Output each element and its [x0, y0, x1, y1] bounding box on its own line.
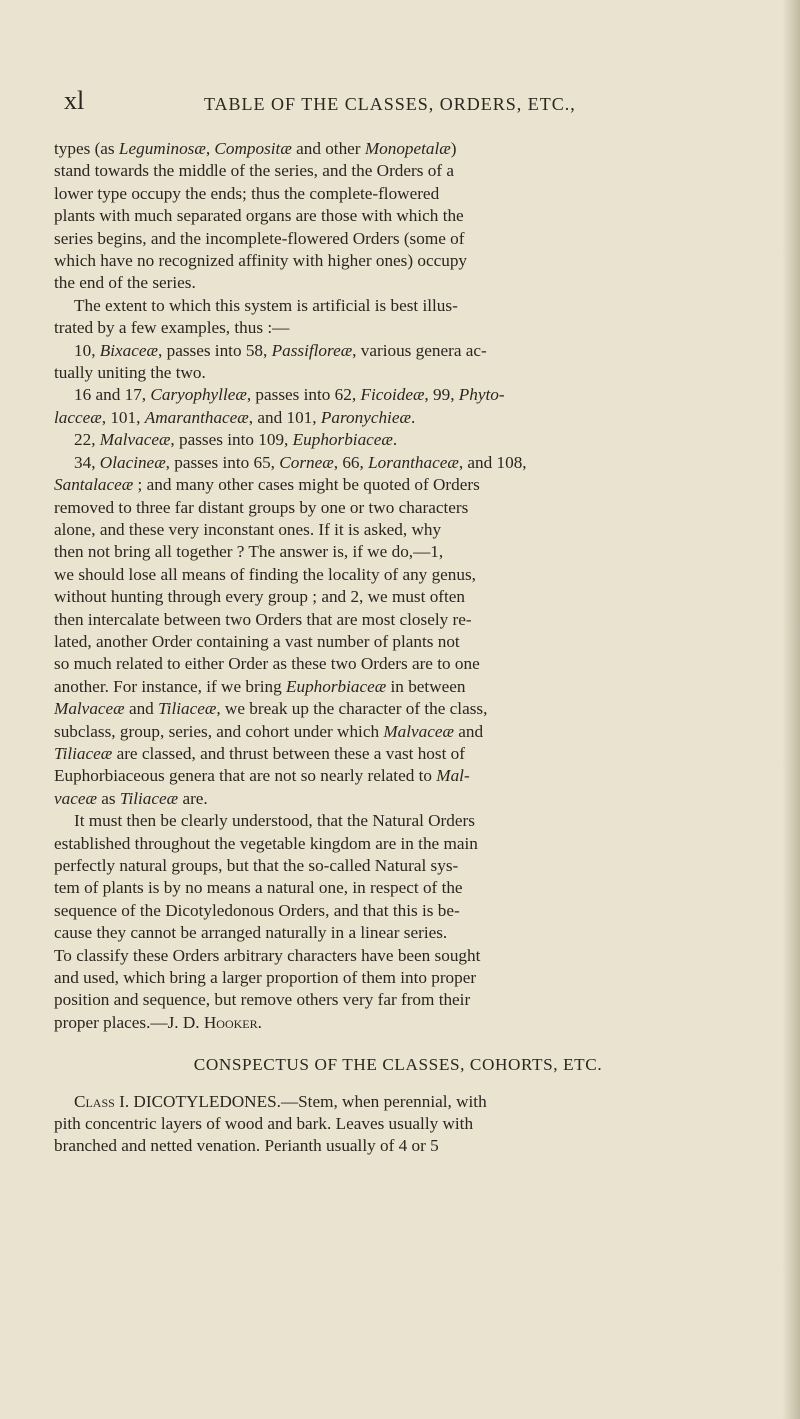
- text-run: , various genera ac-: [352, 340, 487, 360]
- text-run: sequence of the Dicotyledonous Orders, and that this is be-: [54, 900, 460, 920]
- text-run: perfectly natural groups, but that the so-called Natural sys-: [54, 856, 459, 875]
- text-run: , and 108,: [458, 452, 527, 472]
- text-run: position and sequence, but remove others very far from their: [54, 990, 471, 1010]
- text-line: [54, 945, 766, 967]
- text-run: The extent to which this system is artificial is best illus-: [74, 295, 458, 315]
- text-line: [54, 474, 766, 496]
- page-number: xl: [64, 86, 85, 115]
- text-run: without hunting through every group ; and 2, we must often: [54, 587, 466, 607]
- text-run: lated, another Order containing a vast number of plants not: [54, 631, 460, 651]
- text-run: .: [257, 1012, 262, 1032]
- text-line: [54, 631, 766, 653]
- italic-term: Malvaceæ: [54, 699, 125, 719]
- italic-term: Euphorbiaceæ: [292, 430, 393, 450]
- italic-term: Amaranthaceæ: [144, 407, 249, 427]
- text-line: [54, 1012, 766, 1034]
- text-line: [54, 721, 766, 743]
- text-run: ; and many other cases might be quoted of Orders: [133, 475, 480, 495]
- text-line: [54, 833, 766, 855]
- text-line: [54, 250, 766, 272]
- text-run: then intercalate between two Orders that are most closely re-: [54, 609, 472, 629]
- italic-term: Mal-: [436, 766, 470, 786]
- text-line: [54, 765, 766, 787]
- text-run: series begins, and the incomplete-flowered Orders (some of: [54, 228, 465, 248]
- text-line: [54, 272, 766, 294]
- paragraph: [54, 340, 766, 385]
- text-run: ,: [205, 139, 215, 158]
- italic-term: Corneæ: [279, 452, 334, 472]
- text-line: [54, 922, 766, 944]
- text-line: [54, 497, 766, 519]
- text-run: and other: [291, 139, 365, 158]
- page-edge-shadow: [782, 0, 800, 1419]
- body-text: [54, 138, 766, 1158]
- small-caps-text: Class: [74, 1091, 115, 1111]
- italic-term: Tiliaceæ: [54, 743, 113, 763]
- paragraph: [54, 138, 766, 295]
- italic-term: Leguminosæ: [118, 139, 206, 158]
- text-run: , passes into 109,: [170, 430, 293, 450]
- text-run: so much related to either Order as these two Orders are to one: [54, 654, 480, 674]
- italic-term: Tiliaceæ: [119, 788, 179, 808]
- text-run: as: [96, 788, 120, 808]
- text-line: [54, 1113, 766, 1135]
- text-run: the end of the series.: [54, 273, 196, 293]
- text-line: [54, 743, 766, 765]
- text-line: [54, 877, 766, 899]
- text-run: cause they cannot be arranged naturally in a linear series.: [54, 923, 448, 943]
- italic-term: lacceæ: [54, 407, 102, 427]
- section-heading: CONSPECTUS OF THE CLASSES, COHORTS, ETC.: [193, 1055, 603, 1075]
- paragraph: [54, 429, 766, 451]
- italic-term: Olacineæ: [99, 452, 166, 472]
- italic-term: Caryophylleæ: [150, 385, 247, 405]
- text-line: [54, 340, 766, 362]
- text-line: [54, 362, 766, 384]
- text-line: [54, 855, 766, 877]
- text-run: , and 101,: [248, 407, 321, 427]
- text-line: [54, 160, 766, 182]
- text-line: [54, 452, 766, 474]
- text-run: are classed, and thrust between these a vast host of: [112, 743, 465, 763]
- text-run: subclass, group, series, and cohort under which: [54, 721, 384, 741]
- text-line: [54, 653, 766, 675]
- text-run: established throughout the vegetable kingdom are in the main: [54, 833, 478, 853]
- italic-term: Passifloreæ: [271, 340, 353, 360]
- text-run: removed to three far distant groups by one or two characters: [54, 497, 469, 517]
- text-run: pith concentric layers of wood and bark. Leaves usually with: [54, 1114, 474, 1134]
- text-run: and used, which bring a larger proportion of them into proper: [54, 968, 477, 988]
- text-run: we should lose all means of finding the locality of any genus,: [54, 564, 476, 584]
- text-run: which have no recognized affinity with higher ones) occupy: [54, 251, 468, 271]
- italic-term: Santalaceæ: [54, 475, 134, 495]
- text-line: [54, 384, 766, 406]
- text-run: It must then be clearly understood, that the Natural Orders: [74, 811, 475, 831]
- text-run: are.: [178, 788, 208, 808]
- text-line: [54, 586, 766, 608]
- text-line: [54, 676, 766, 698]
- text-line: [54, 183, 766, 205]
- text-run: and: [454, 721, 484, 741]
- text-run: alone, and these very inconstant ones. If it is asked, why: [54, 519, 442, 539]
- paragraph: [54, 452, 766, 811]
- text-run: then not bring all together ? The answer is, if we do,—1,: [54, 542, 444, 562]
- italic-term: Malvaceæ: [383, 721, 454, 741]
- text-line: [54, 698, 766, 720]
- text-run: trated by a few examples, thus :—: [54, 318, 290, 338]
- text-line: [54, 989, 766, 1011]
- text-run: 16 and 17,: [74, 385, 151, 405]
- text-line: [54, 317, 766, 339]
- text-line: [54, 407, 766, 429]
- italic-term: Bixaceæ: [99, 340, 158, 360]
- paragraph: [54, 810, 766, 1034]
- italic-term: Loranthaceæ: [368, 452, 459, 472]
- text-line: [54, 429, 766, 451]
- text-run: Euphorbiaceous genera that are not so nearly related to: [54, 766, 437, 786]
- italic-term: Monopetalæ: [364, 139, 451, 158]
- text-run: in between: [386, 676, 466, 696]
- text-line: [54, 519, 766, 541]
- text-line: [54, 609, 766, 631]
- text-run: plants with much separated organs are those with which the: [54, 206, 464, 226]
- text-run: , passes into 58,: [158, 340, 272, 360]
- page-header: [64, 86, 764, 122]
- text-run: 34,: [74, 452, 100, 472]
- text-run: tually uniting the two.: [54, 363, 206, 383]
- text-run: and: [124, 699, 159, 719]
- text-line: [54, 295, 766, 317]
- text-run: .: [392, 430, 398, 450]
- text-run: , 66,: [333, 452, 369, 472]
- text-run: lower type occupy the ends; thus the complete-flowered: [54, 183, 440, 203]
- text-run: , passes into 65,: [165, 452, 280, 472]
- text-line: [54, 788, 766, 810]
- text-line: [54, 810, 766, 832]
- text-run: tem of plants is by no means a natural one, in respect of the: [54, 878, 463, 898]
- text-line: [54, 205, 766, 227]
- running-title: TABLE OF THE CLASSES, ORDERS, ETC.,: [204, 94, 576, 114]
- text-run: another. For instance, if we bring: [54, 676, 286, 696]
- text-run: , passes into 62,: [246, 385, 361, 405]
- text-run: stand towards the middle of the series, and the Orders of a: [54, 161, 454, 181]
- text-run: 10,: [74, 340, 100, 360]
- text-run: proper places.—J. D.: [54, 1012, 204, 1032]
- italic-term: Phyto-: [458, 385, 505, 405]
- text-run: 22,: [74, 430, 100, 450]
- text-run: , we break up the character of the class,: [216, 699, 488, 719]
- text-run: branched and netted venation. Perianth usually of 4 or 5: [54, 1136, 439, 1156]
- text-line: [54, 900, 766, 922]
- small-caps-text: Hooker: [203, 1012, 258, 1032]
- paragraph: [54, 384, 766, 429]
- text-run: .: [410, 407, 416, 427]
- italic-term: Malvaceæ: [99, 430, 171, 450]
- text-line: [54, 541, 766, 563]
- class-paragraph: [54, 1091, 766, 1158]
- text-run: To classify these Orders arbitrary characters have been sought: [54, 945, 481, 965]
- italic-term: Tiliaceæ: [158, 699, 217, 719]
- text-line: [54, 564, 766, 586]
- text-line: [54, 138, 766, 160]
- text-line: [54, 1135, 766, 1157]
- text-run: , 101,: [101, 407, 145, 427]
- italic-term: vaceæ: [54, 788, 97, 808]
- italic-term: Ficoideæ: [360, 385, 425, 405]
- text-run: ): [450, 139, 457, 158]
- paragraph: [54, 295, 766, 340]
- text-line: [54, 967, 766, 989]
- italic-term: Euphorbiaceæ: [285, 676, 387, 696]
- text-run: I. DICOTYLEDONES.—Stem, when perennial, with: [114, 1091, 487, 1111]
- text-run: types (as: [54, 139, 119, 158]
- text-run: , 99,: [424, 385, 459, 405]
- italic-term: Compositæ: [214, 139, 292, 158]
- italic-term: Paronychieæ: [320, 407, 411, 427]
- text-line: [54, 1091, 766, 1113]
- text-line: [54, 228, 766, 250]
